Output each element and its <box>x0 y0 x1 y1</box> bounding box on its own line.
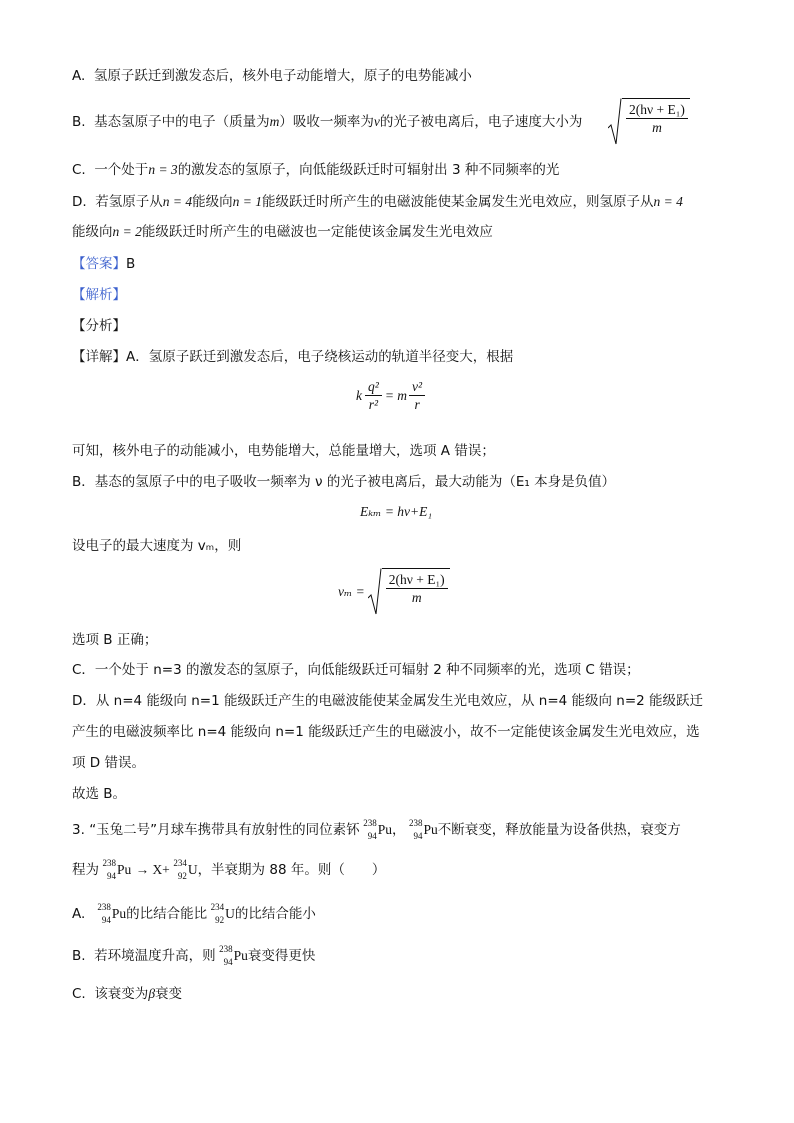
pu-mass-3: 238 <box>102 858 116 868</box>
detail-d-text2: 产生的电磁波频率比 n=4 能级向 n=1 能级跃迁产生的电磁波小，故不一定能使该金属发生光电效应，选 <box>72 724 700 740</box>
fenxi-line <box>72 316 126 336</box>
option-b <box>72 112 582 132</box>
q3-opt-a-label: A. <box>72 906 86 922</box>
option-b-m: m <box>269 114 280 129</box>
option-c <box>72 160 559 180</box>
option-b-sqrt <box>608 98 690 146</box>
q3-opt-b-label: B. <box>72 948 86 964</box>
option-d-line-2 <box>72 222 493 242</box>
eq3-den: m <box>411 590 422 605</box>
option-b-text-mid: ）吸收一频率为 <box>279 114 374 130</box>
answer-line <box>72 254 135 274</box>
q3-l1-pre: “玉兔二号”月球车携带具有放射性的同位素钚 <box>89 822 360 838</box>
pu-mass-5: 238 <box>219 944 233 954</box>
detail-b-line <box>72 472 615 492</box>
option-d-n1: n = 1 <box>232 194 263 209</box>
q3-opt-a-mid: 的比结合能比 <box>126 906 208 922</box>
q3-l2-post: ，半衰期为 88 年。则（ ） <box>197 862 386 878</box>
option-c-text-post: 的激发态的氢原子，向低能级跃迁时可辐射出 3 种不同频率的光 <box>177 162 560 178</box>
u-z-2: 92 <box>215 915 225 925</box>
detail-conclusion <box>72 784 126 804</box>
detail-d-line-1 <box>72 691 703 711</box>
eq3-lhs: vₘ = <box>338 584 365 599</box>
detail-b-concl: 选项 B 正确； <box>72 632 158 648</box>
q3-opt-b-pre: 若环境温度升高，则 <box>94 948 216 964</box>
q3-option-a <box>72 904 316 924</box>
q3-line-2 <box>72 860 385 880</box>
equation-coulomb <box>356 378 425 413</box>
pu-mass-2: 238 <box>408 818 423 828</box>
detail-b-line-2 <box>72 536 241 556</box>
pu-z-4: 94 <box>101 915 111 925</box>
option-a-text: 氢原子跃迁到激发态后，核外电子动能增大，原子的电势能减小 <box>93 68 472 84</box>
option-d-l2-post: 能级跃迁时所产生的电磁波也一定能使该金属发生光电效应 <box>141 224 493 240</box>
detail-d-text3: 项 D 错误。 <box>72 755 145 771</box>
eq1-num2: v² <box>409 378 425 396</box>
option-d-n2: n = 2 <box>112 224 142 239</box>
q3-opt-c-label: C. <box>72 986 86 1002</box>
detail-b-text2: 设电子的最大速度为 vₘ，则 <box>72 538 242 554</box>
pu-z-3: 94 <box>107 871 116 881</box>
q3-opt-a-post: 的比结合能小 <box>234 906 316 922</box>
pu-z-5: 94 <box>223 957 233 967</box>
option-d-n4b: n = 4 <box>653 194 683 209</box>
eq1-k: k <box>356 387 362 403</box>
analysis-tag: 【解析】 <box>72 287 126 303</box>
detail-a-text: A．氢原子跃迁到激发态后，电子绕核运动的轨道半径变大，根据 <box>126 349 514 365</box>
eq1-eq: = m <box>384 387 408 403</box>
option-d-l1-mid2: 能级跃迁时所产生的电磁波能使某金属发生光电效应，则氢原子从 <box>262 194 654 210</box>
detail-b-conclusion <box>72 630 157 650</box>
option-a-label: A. <box>72 68 86 84</box>
option-b-sqrt-den: m <box>652 120 662 135</box>
option-d-line-1 <box>72 192 683 212</box>
answer-tag: 【答案】 <box>72 256 126 272</box>
q3-number: 3. <box>72 822 85 838</box>
pu-mass: 238 <box>363 818 377 828</box>
q3-l1-post: 不断衰变，释放能量为设备供热，衰变方 <box>437 822 681 838</box>
eq3-num: 2(hν + E₁) <box>386 571 448 589</box>
detail-c-line <box>72 660 640 680</box>
detail-a-concl: 可知，核外电子的动能减小，电势能增大，总能量增大，选项 A 错误； <box>72 443 495 459</box>
pu-mass-4: 238 <box>97 902 111 912</box>
u-z: 92 <box>177 871 187 881</box>
q3-option-b <box>72 946 315 966</box>
detail-tag: 【详解】 <box>72 349 126 365</box>
q3-l1-sep: ， <box>391 822 406 838</box>
eq1-den2: r <box>414 397 420 412</box>
u-symbol-2: U <box>225 906 235 921</box>
radical-sign <box>368 568 382 616</box>
option-a <box>72 66 472 86</box>
option-d-label: D. <box>72 194 87 210</box>
q3-opt-c-beta: β <box>148 986 156 1001</box>
option-c-text-pre: 一个处于 <box>94 162 149 178</box>
q3-line-1 <box>72 820 681 840</box>
u-mass-2: 234 <box>210 902 225 912</box>
analysis-line <box>72 285 126 305</box>
radical-sign <box>608 98 622 146</box>
pu-z: 94 <box>367 831 377 841</box>
pu-symbol-3: Pu <box>117 862 132 877</box>
detail-b-text: B．基态的氢原子中的电子吸收一频率为 ν 的光子被电离后，最大动能为（E₁ 本身是负值） <box>72 474 616 490</box>
detail-c-text: C．一个处于 n=3 的激发态的氢原子，向低能级跃迁可辐射 2 种不同频率的光，选项 C 错误； <box>72 662 640 678</box>
pu-symbol-4: Pu <box>111 906 127 921</box>
detail-a-line <box>72 347 513 367</box>
q3-opt-c-post: 衰变 <box>155 986 183 1002</box>
eq1-num: q² <box>365 378 382 396</box>
option-d-l1-pre: 若氢原子从 <box>95 194 163 210</box>
option-d-n4: n = 4 <box>162 194 193 209</box>
detail-a-conclusion <box>72 441 495 461</box>
equation-ekm: Eₖₘ = hν+E₁ <box>360 504 433 519</box>
u-mass: 234 <box>173 858 187 868</box>
option-b-text-post: 的光子被电离后，电子速度大小为 <box>379 114 583 130</box>
pu-z-2: 94 <box>413 831 423 841</box>
option-b-sqrt-num: 2(hν + E₁) <box>626 101 688 119</box>
detail-d-text1: D．从 n=4 能级向 n=1 能级跃迁产生的电磁波能使某金属发生光电效应，从 n=4 能级向 n=2 能级跃迁 <box>72 693 704 709</box>
pu-symbol: Pu <box>377 822 392 837</box>
option-b-nu: ν <box>373 114 380 129</box>
option-c-label: C. <box>72 162 86 178</box>
answer-value: B <box>126 256 136 272</box>
q3-opt-c-pre: 该衰变为 <box>94 986 149 1002</box>
option-d-l2-pre: 能级向 <box>72 224 113 240</box>
u-symbol: U <box>187 862 198 877</box>
detail-conclusion-text: 故选 B。 <box>72 786 127 802</box>
equation-vm <box>338 568 450 616</box>
eq1-den: r² <box>368 397 379 412</box>
pu-symbol-2: Pu <box>423 822 438 837</box>
q3-opt-b-post: 衰变得更快 <box>247 948 316 964</box>
option-b-text-pre: 基态氢原子中的电子（质量为 <box>94 114 270 130</box>
pu-symbol-5: Pu <box>233 948 248 963</box>
option-b-label: B. <box>72 114 86 130</box>
fenxi-tag: 【分析】 <box>72 318 126 334</box>
q3-option-c <box>72 984 182 1004</box>
detail-d-line-2 <box>72 722 700 742</box>
decay-arrow: → X+ <box>135 862 170 877</box>
option-d-l1-mid1: 能级向 <box>192 194 233 210</box>
option-c-n: n = 3 <box>148 162 178 177</box>
detail-d-line-3 <box>72 753 145 773</box>
q3-l2-pre: 程为 <box>72 862 99 878</box>
